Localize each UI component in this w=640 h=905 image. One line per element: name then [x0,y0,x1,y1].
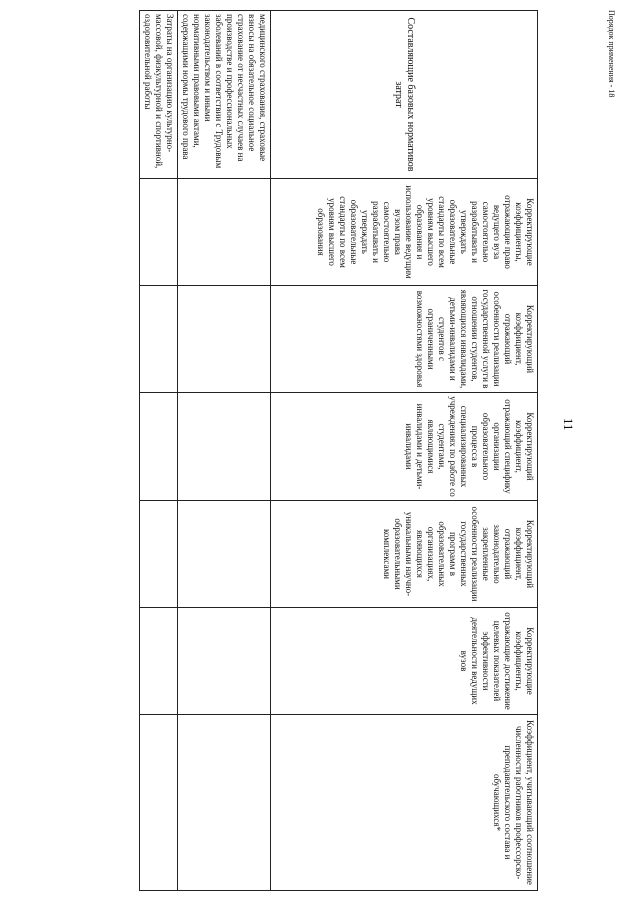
table-cell [178,179,271,286]
table-cell [140,715,178,891]
footer-note: Порядок применения - 18 [607,10,616,98]
header-cost-components: Составляющие базовых нормативов затрат [271,11,538,179]
cost-coefficients-table [139,10,538,891]
row-label-insurance: медицинского страхования, страховые взносы на обязательное социальное страхование от несчастных случаев на производстве и профессиональных заболеваний в соответствии с Трудовым законодательством и иными нормативными правовыми актами, содержащими нормы трудового права [178,11,271,179]
page-number: 11 [561,418,576,431]
table-cell [178,286,271,393]
header-coefficient-6: Коэффициент, учитывающий соотношение численности работников профессорско-преподавательского состава и обучающихся* [271,715,538,891]
header-coefficient-4: Корректирующий коэффициент, отражающий законодательно закрепленные особенности реализации государственных программ в образовательных организациях, являющихся уникальными научно-образовательными комплексами [271,501,538,608]
table-cell [178,715,271,891]
table-cell [140,286,178,393]
table-cell [178,501,271,608]
row-label-cultural-work: Затраты на организацию культурно-массовой, физкультурной и спортивной, оздоровительной работы [140,11,178,179]
table-cell [178,393,271,501]
table-cell [140,501,178,608]
header-coefficient-2: Корректирующий коэффициент, отражающий особенности реализации государственной услуги в отношении студентов, являющихся инвалидами, детьми-инвалидами и студентов с ограниченными возможностями здоровья [271,286,538,393]
table-cell [140,608,178,715]
table-row [140,11,178,891]
table-row [178,11,271,891]
table-cell [140,393,178,501]
header-coefficient-5: Корректирующие коэффициенты, отражающие достижение целевых показателей эффективности деятельности ведущих вузов [271,608,538,715]
header-coefficient-1: Корректирующие коэффициенты, отражающие право ведущего вуза самостоятельно разрабатывать и утверждать образовательные стандарты по всем уровням высшего образования и использование ведущим вузом права самостоятельно разрабатывать и утверждать образовательные стандарты по всем уровням высшего образования [271,179,538,286]
table-cell [178,608,271,715]
header-coefficient-3: Корректирующий коэффициент, отражающий специфику организации образовательного процесса в специализированных учреждениях по работе со студентами, являющимися инвалидами и детьми-инвалидами [271,393,538,501]
table-header-row [271,11,538,891]
table-cell [140,179,178,286]
